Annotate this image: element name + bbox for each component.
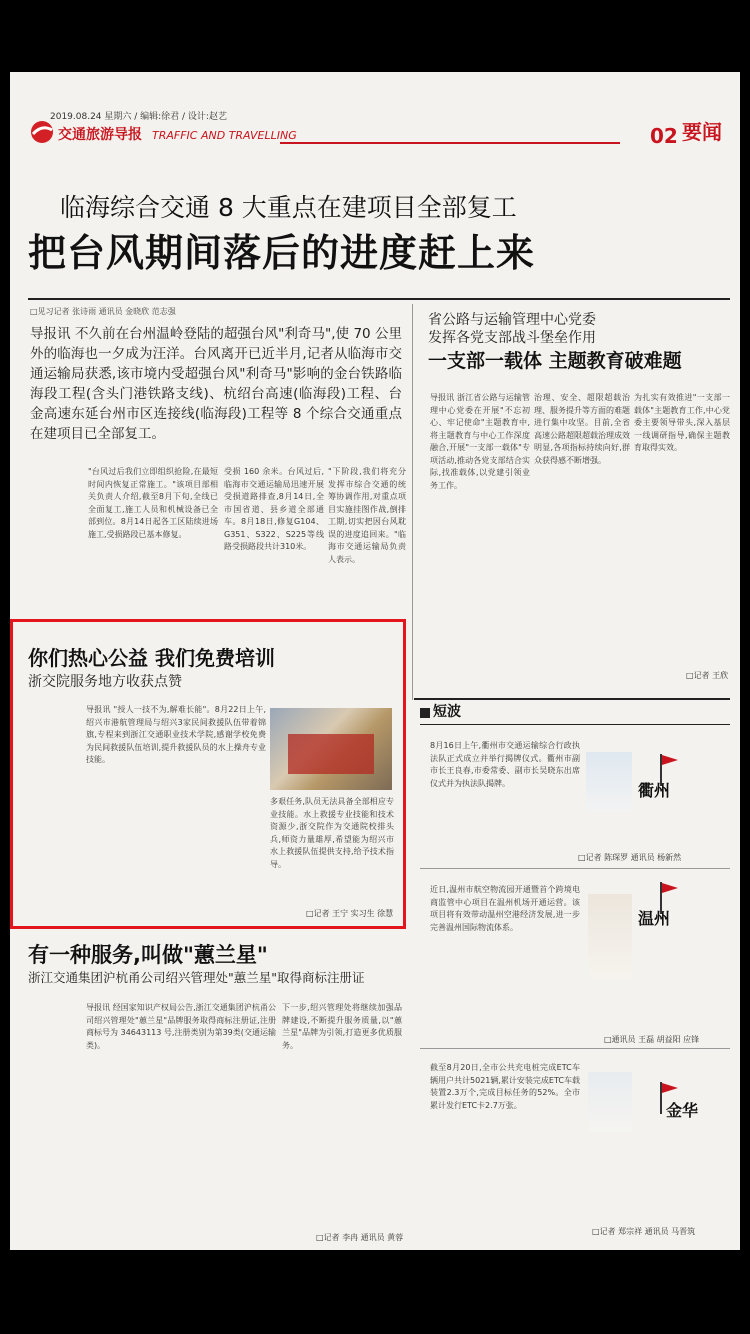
lead-rule [28, 298, 730, 300]
lead-col3: "下阶段,我们将充分发挥市综合交通的统筹协调作用,对重点项目实施挂图作战,倒排工期,切实把因台风耽误的进度追回来。"临海市交通运输局负责人表示。 [328, 467, 406, 564]
brief-rule [420, 724, 730, 725]
brief-item-text-wenzhou: 近日,温州市航空物流园开通暨首个跨境电商监管中心项目在温州机场开通运营。该项目将有效带动温州空港经济发展,进一步完善温州国际物流体系。 [430, 885, 580, 932]
issue-meta: 2019.08.24 星期六 / 编辑:徐君 / 设计:赵艺 [50, 112, 227, 122]
brief-marker-icon [420, 708, 430, 718]
party-col2: 治理、安全、超限超载治理、服务提升等方面的难题进行集中攻坚。目前,全省高速公路超限超载治理成效明显,各项指标持续向好,群众获得感不断增强。 [534, 393, 630, 465]
brief-divider-2 [420, 1048, 730, 1049]
jinhua-illustration [588, 1072, 632, 1132]
lead-col1: "台风过后我们立即组织抢险,在最短时间内恢复正常施工。"该项目部相关负责人介绍,截至8月下旬,全线已全面复工,施工人员和机械设备已全部到位。8月14日起各工区陆续进场施工,受损路段已基本修复。 [88, 467, 218, 539]
lead-byline: □见习记者 张诗雨 通讯员 金晓欣 范志强 [30, 307, 176, 316]
party-bottom-rule [414, 698, 730, 700]
wenzhou-illustration [588, 894, 632, 978]
service-author: □记者 李冉 通讯员 黄蓉 [316, 1233, 404, 1242]
service-subhead: 浙江交通集团沪杭甬公司绍兴管理处"蕙兰星"取得商标注册证 [28, 970, 365, 985]
quzhou-illustration [586, 752, 632, 812]
paper-name: 交通旅游导报 [58, 127, 142, 143]
brief-divider-1 [420, 868, 730, 869]
brief-item-text-quzhou: 8月16日上午,衢州市交通运输综合行政执法队正式成立并举行揭牌仪式。衢州市副市长王良春,市委常委、副市长吴晓东出席仪式并为执法队揭牌。 [430, 741, 580, 788]
brief-author-quzhou: □记者 陈琛罗 通讯员 杨新然 [578, 853, 682, 862]
lead-intro: 导报讯 不久前在台州温岭登陆的超强台风"利奇马",使 70 公里外的临海也一夕成为汪洋。台风离开已近半月,记者从临海市交通运输局获悉,该市境内受超强台风"利奇马"影响的金台铁路临海段工程(含头门港铁路支线)、杭绍台高速(临海段)工程、台金高速东延台州市区连接线(临海段)工程等 8 个综合交通重点在建项目已全部复工。 [30, 326, 402, 442]
lead-subhead: 临海综合交通 8 大重点在建项目全部复工 [60, 193, 517, 222]
brief-city-wenzhou: 温州 [638, 909, 671, 928]
party-col3: 为扎实有效推进"一支部一载体"主题教育工作,中心党委主要领导带头,深入基层一线调研指导,确保主题教育取得实效。 [634, 393, 730, 452]
charity-body1: 导报讯 "授人一技不为,解难长能"。8月22日上午,绍兴市港航管理局与绍兴3家民间救援队伍带着锦旗,专程来到浙江交通职业技术学院,感谢学校免费为民间救援队伍培训,提升救援队员的水上操舟专业技能。 [86, 705, 266, 764]
party-author: □记者 王欣 [686, 671, 729, 680]
brief-author-jinhua: □记者 郑宗祥 通讯员 马晋筑 [592, 1227, 696, 1236]
service-headline: 有一种服务,叫做"蕙兰星" [28, 943, 268, 967]
lead-col2: 受损 160 余米。台风过后,临海市交通运输局迅速开展受损道路排查,8月14日,全市国省道、县乡道全部通车。8月18日,修复G104、G351、S322、S225等线路受损路段共计310米。 [224, 467, 324, 551]
party-kicker2: 发挥各党支部战斗堡垒作用 [428, 330, 596, 346]
section-name: 要闻 [682, 120, 722, 144]
party-col1: 导报讯 浙江省公路与运输管理中心党委在开展"不忘初心、牢记使命"主题教育中,将主题教育与中心工作深度融合,开展"一支部一载体"专项活动,推动各党支部结合实际,找准载体,以党建引领业务工作。 [430, 393, 530, 490]
newspaper-page [10, 72, 740, 1250]
header-rule [280, 142, 620, 144]
party-kicker1: 省公路与运输管理中心党委 [428, 312, 596, 328]
column-divider [412, 304, 413, 700]
brief-author-wenzhou: □通讯员 王磊 胡益阳 应锋 [604, 1035, 700, 1044]
brief-title: 短波 [433, 704, 461, 720]
paper-name-en: TRAFFIC AND TRAVELLING [152, 129, 297, 142]
paper-logo-icon [28, 120, 58, 144]
award-photo [270, 708, 392, 790]
charity-body2: 多艰任务,队员无法具备全部相应专业技能。水上救援专业技能和技术资源少,浙交院作为交通院校排头兵,师资力量雄厚,希望能为绍兴市水上救援队伍提供支持,给予技术指导。 [270, 797, 394, 869]
charity-subhead: 浙交院服务地方收获点赞 [28, 674, 182, 690]
brief-city-jinhua: 金华 [666, 1101, 699, 1120]
page-number: 02 [650, 124, 678, 148]
service-body1: 导报讯 经国家知识产权局公告,浙江交通集团沪杭甬公司绍兴管理处"蕙兰星"品牌服务取得商标注册证,注册商标号为 34643113 号,注册类别为第39类(交通运输类)。 [86, 1003, 276, 1050]
lead-headline: 把台风期间落后的进度赶上来 [28, 231, 536, 275]
brief-item-text-jinhua: 截至8月20日,全市公共充电桩完成ETC车辆用户共计5021辆,累计安装完成ETC车载装置2.3万个,完成目标任务的52%。全市累计发行ETC卡2.7万张。 [430, 1063, 580, 1110]
service-body2: 下一步,绍兴管理处将继续加强品牌建设,不断提升服务质量,以"蕙兰星"品牌为引领,打造更多优质服务。 [282, 1003, 402, 1050]
charity-author: □记者 王宁 实习生 徐慧 [306, 909, 394, 918]
brief-city-quzhou: 衢州 [638, 781, 671, 800]
party-headline: 一支部一载体 主题教育破难题 [428, 350, 682, 372]
charity-headline: 你们热心公益 我们免费培训 [28, 646, 275, 670]
